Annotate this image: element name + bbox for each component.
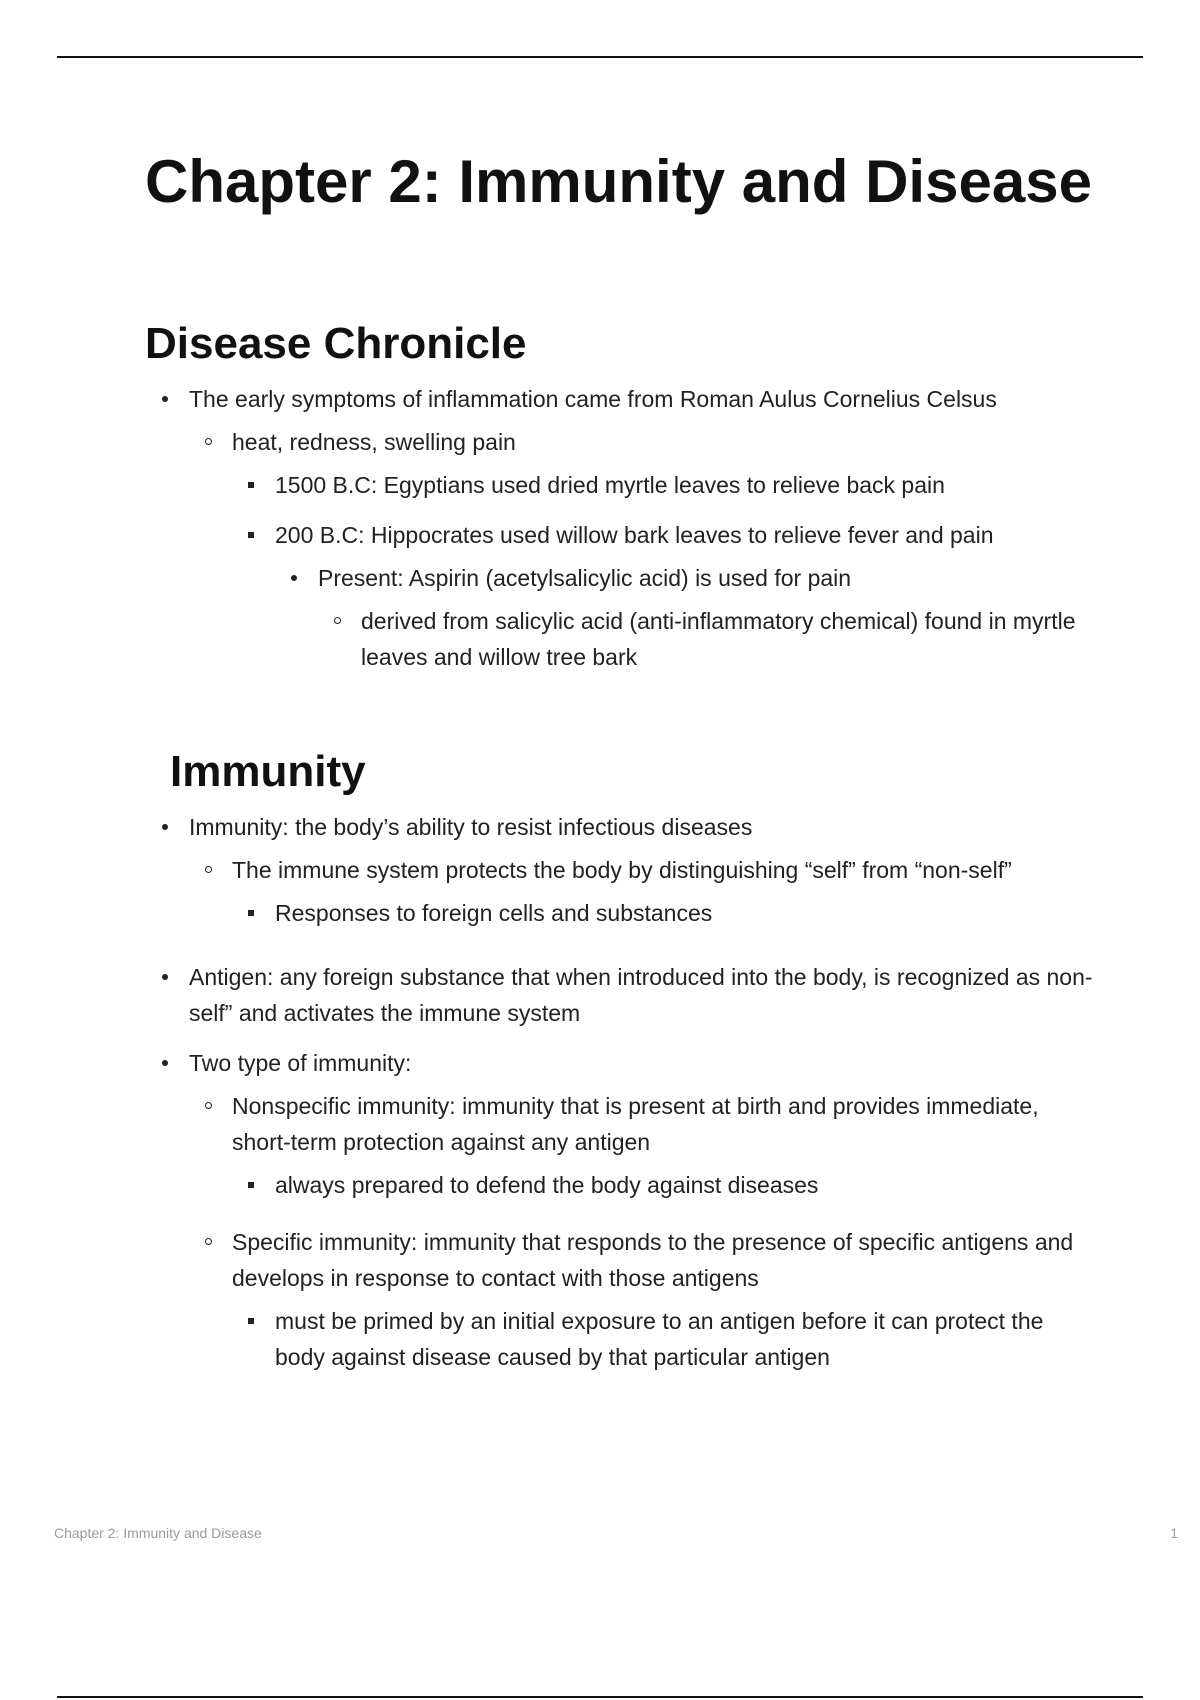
disease-chronicle-list bbox=[145, 374, 1095, 710]
list-item bbox=[145, 1038, 1095, 1396]
square-bullet-icon bbox=[248, 482, 254, 488]
disc-bullet-icon bbox=[162, 396, 168, 402]
list-item bbox=[145, 802, 1095, 952]
page-content bbox=[145, 140, 1095, 1396]
list-item-text: Immunity: the body’s ability to resist infectious diseases bbox=[189, 814, 753, 840]
list-item bbox=[232, 1160, 1095, 1210]
list-item bbox=[232, 1296, 1095, 1382]
list-item-text: Two type of immunity: bbox=[189, 1050, 412, 1076]
disc-bullet-icon bbox=[162, 974, 168, 980]
nested-list bbox=[189, 417, 1095, 703]
disc-bullet-icon bbox=[162, 1060, 168, 1066]
list-item bbox=[318, 596, 1095, 682]
list-item bbox=[189, 1081, 1095, 1217]
square-bullet-icon bbox=[248, 910, 254, 916]
nested-list bbox=[189, 1081, 1095, 1389]
list-item-text: derived from salicylic acid (anti-inflammatory chemical) found in myrtle leaves and willow tree bark bbox=[361, 608, 1076, 670]
circle-bullet-icon bbox=[205, 438, 212, 445]
list-item-text: The immune system protects the body by distinguishing “self” from “non-self” bbox=[232, 857, 1012, 883]
bottom-rule bbox=[57, 1696, 1143, 1698]
nested-list bbox=[232, 888, 1095, 938]
section-heading-immunity: Immunity bbox=[170, 747, 366, 796]
square-bullet-icon bbox=[248, 532, 254, 538]
nested-list bbox=[275, 553, 1095, 689]
list-item bbox=[189, 417, 1095, 703]
list-item-text: Responses to foreign cells and substances bbox=[275, 900, 713, 926]
list-item-text: Specific immunity: immunity that responds to the presence of specific antigens and develops in response to contact with those antigens bbox=[232, 1229, 1074, 1291]
nested-list bbox=[318, 596, 1095, 682]
circle-bullet-icon bbox=[205, 1102, 212, 1109]
square-bullet-icon bbox=[248, 1182, 254, 1188]
list-item-text: always prepared to defend the body against diseases bbox=[275, 1172, 819, 1198]
circle-bullet-icon bbox=[334, 617, 341, 624]
list-item bbox=[145, 952, 1095, 1038]
list-item-text: 200 B.C: Hippocrates used willow bark leaves to relieve fever and pain bbox=[275, 522, 994, 548]
circle-bullet-icon bbox=[205, 1238, 212, 1245]
list-item-text: 1500 B.C: Egyptians used dried myrtle leaves to relieve back pain bbox=[275, 472, 945, 498]
disc-bullet-icon bbox=[162, 824, 168, 830]
list-item bbox=[232, 460, 1095, 510]
list-item-text: Present: Aspirin (acetylsalicylic acid) is used for pain bbox=[318, 565, 852, 591]
circle-bullet-icon bbox=[205, 866, 212, 873]
immunity-list bbox=[145, 802, 1095, 1396]
disc-bullet-icon bbox=[291, 575, 297, 581]
list-item bbox=[232, 888, 1095, 938]
nested-list bbox=[232, 1160, 1095, 1210]
list-item-text: Nonspecific immunity: immunity that is present at birth and provides immediate, short-term protection against any antigen bbox=[232, 1093, 1039, 1155]
list-item bbox=[145, 374, 1095, 710]
nested-list bbox=[232, 460, 1095, 696]
list-item-text: The early symptoms of inflammation came from Roman Aulus Cornelius Celsus bbox=[189, 386, 997, 412]
square-bullet-icon bbox=[248, 1318, 254, 1324]
footer-page-number: 1 bbox=[1170, 1525, 1178, 1541]
top-rule bbox=[57, 56, 1143, 58]
list-item-text: heat, redness, swelling pain bbox=[232, 429, 516, 455]
page-title: Chapter 2: Immunity and Disease bbox=[145, 148, 1092, 215]
list-item-text: must be primed by an initial exposure to an antigen before it can protect the body against disease caused by that particular antigen bbox=[275, 1308, 1044, 1370]
list-item-text: Antigen: any foreign substance that when introduced into the body, is recognized as non-self” and activates the immune system bbox=[189, 964, 1093, 1026]
nested-list bbox=[232, 1296, 1095, 1382]
nested-list bbox=[189, 845, 1095, 945]
list-item bbox=[275, 553, 1095, 689]
list-item bbox=[189, 845, 1095, 945]
section-heading-disease-chronicle: Disease Chronicle bbox=[145, 319, 527, 368]
footer-chapter-title: Chapter 2: Immunity and Disease bbox=[54, 1525, 262, 1541]
list-item bbox=[189, 1217, 1095, 1389]
list-item bbox=[232, 510, 1095, 696]
